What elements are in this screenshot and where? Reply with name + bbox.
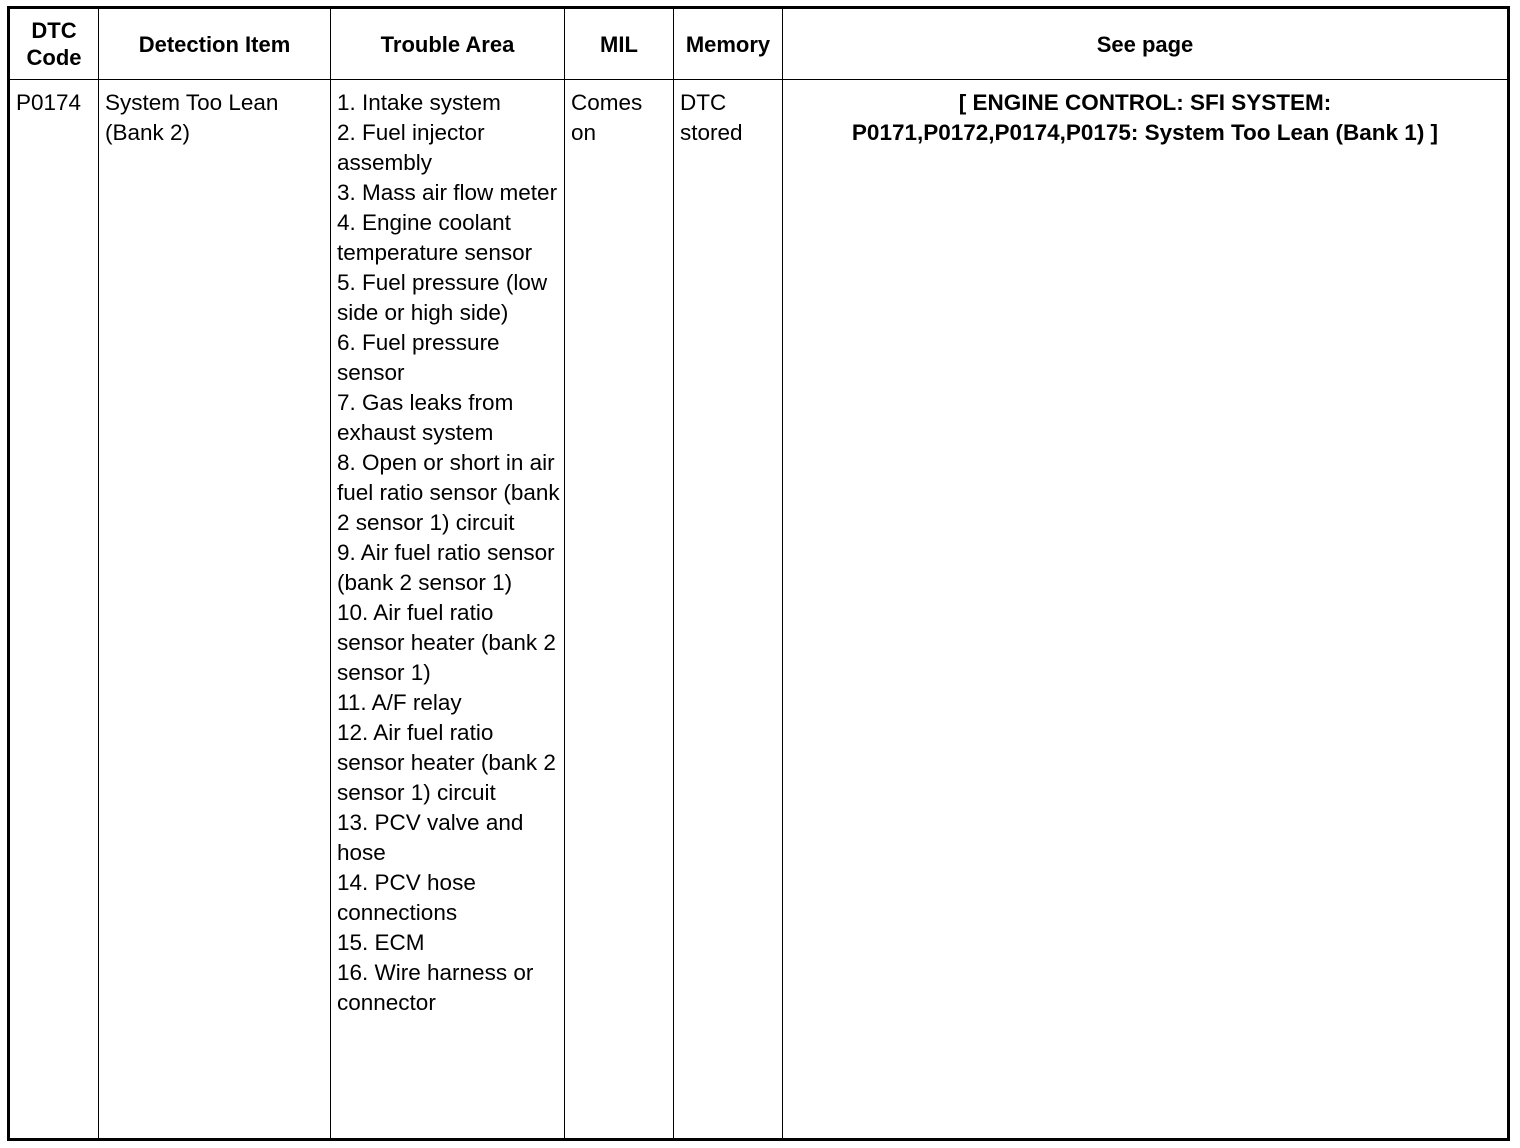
header-memory: Memory	[674, 8, 783, 80]
trouble-area-item: 9. Air fuel ratio sensor (bank 2 sensor 1)	[337, 540, 555, 595]
header-detection-item: Detection Item	[99, 8, 331, 80]
table-row	[9, 80, 1509, 1140]
cell-detection-item	[99, 80, 331, 1140]
trouble-area-item: 15. ECM	[337, 930, 425, 955]
trouble-area-item: 12. Air fuel ratio sensor heater (bank 2 sensor 1) circuit	[337, 720, 556, 805]
memory-line1: DTC	[680, 90, 727, 115]
dtc-table	[7, 6, 1510, 1141]
trouble-area-item: 5. Fuel pressure (low side or high side)	[337, 270, 548, 325]
cell-dtc-code: P0174	[9, 80, 99, 1140]
table-header-row	[9, 8, 1509, 80]
cell-trouble-area	[331, 80, 565, 1140]
header-trouble-area: Trouble Area	[331, 8, 565, 80]
trouble-area-item: 6. Fuel pressure sensor	[337, 330, 500, 385]
memory-line2: stored	[680, 120, 743, 145]
trouble-area-item: 3. Mass air flow meter	[337, 180, 558, 205]
cell-memory	[674, 80, 783, 1140]
cell-see-page[interactable]	[783, 80, 1509, 1140]
trouble-area-item: 8. Open or short in air fuel ratio sensor (bank 2 sensor 1) circuit	[337, 450, 560, 535]
trouble-area-item: 2. Fuel injector assembly	[337, 120, 485, 175]
trouble-area-item: 10. Air fuel ratio sensor heater (bank 2 sensor 1)	[337, 600, 556, 685]
header-see-page: See page	[783, 8, 1509, 80]
trouble-area-item: 16. Wire harness or connector	[337, 960, 534, 1015]
trouble-area-item: 11. A/F relay	[337, 690, 462, 715]
trouble-area-list	[337, 88, 560, 1018]
mil-line2: on	[571, 120, 597, 145]
see-page-link-line1[interactable]: [ ENGINE CONTROL: SFI SYSTEM:	[958, 90, 1332, 115]
trouble-area-item: 1. Intake system	[337, 90, 501, 115]
header-dtc-code-line2: Code	[26, 45, 82, 70]
detection-item-line2: (Bank 2)	[105, 120, 191, 145]
trouble-area-item: 13. PCV valve and hose	[337, 810, 524, 865]
header-dtc-code	[9, 8, 99, 80]
mil-line1: Comes	[571, 90, 643, 115]
trouble-area-item: 7. Gas leaks from exhaust system	[337, 390, 514, 445]
trouble-area-item: 14. PCV hose connections	[337, 870, 476, 925]
detection-item-line1: System Too Lean	[105, 90, 279, 115]
cell-mil	[565, 80, 674, 1140]
header-mil: MIL	[565, 8, 674, 80]
header-dtc-code-line1: DTC	[31, 18, 77, 43]
trouble-area-item: 4. Engine coolant temperature sensor	[337, 210, 533, 265]
see-page-link-line2[interactable]: P0171,P0172,P0174,P0175: System Too Lean (Bank 1) ]	[851, 120, 1439, 145]
